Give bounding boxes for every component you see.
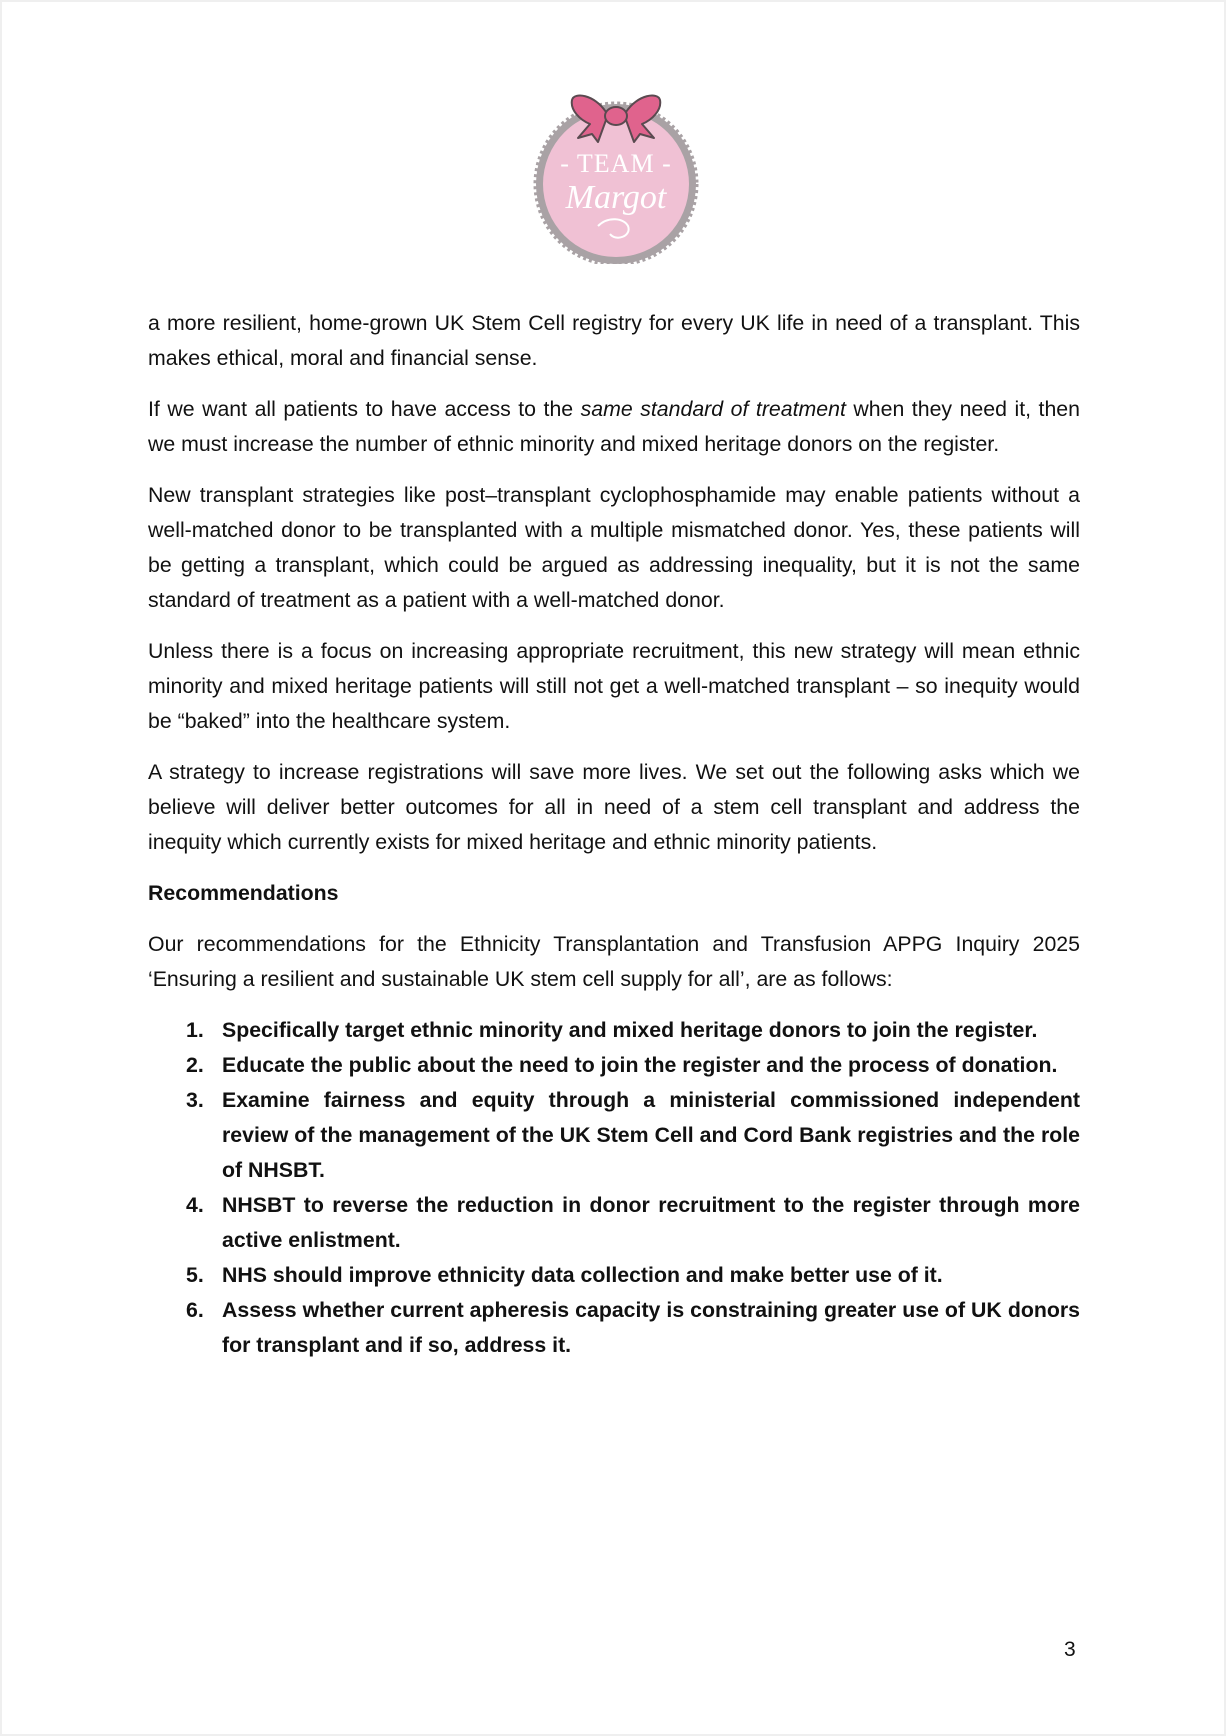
recommendation-item <box>148 1188 1080 1258</box>
text-span: If we want all patients to have access to the <box>148 397 581 421</box>
paragraph-intro: a more resilient, home-grown UK Stem Cell registry for every UK life in need of a transplant. This makes ethical, moral and financial sense. <box>148 311 1080 370</box>
list-number: 1. <box>186 1018 204 1042</box>
text-span: when they need it, then we must increase the number of ethnic minority and mixed heritage donors on the register. <box>148 397 1080 456</box>
recommendation-item <box>148 1293 1080 1363</box>
list-number: 6. <box>186 1298 204 1322</box>
recommendation-item <box>148 1258 1080 1293</box>
recommendation-text: Specifically target ethnic minority and mixed heritage donors to join the register. <box>222 1018 1038 1042</box>
list-number: 4. <box>186 1193 204 1217</box>
logo-text-margot: Margot <box>565 179 667 216</box>
section-heading-recommendations: Recommendations <box>148 881 339 905</box>
document-page <box>2 2 1224 1734</box>
recommendation-text: Assess whether current apheresis capacity is constraining greater use of UK donors for transplant and if so, address it. <box>222 1298 1080 1357</box>
paragraph-strategy-asks: A strategy to increase registrations will save more lives. We set out the following asks which we believe will deliver better outcomes for all in need of a stem cell transplant and address the inequity which currently exists for mixed heritage and ethnic minority patients. <box>148 760 1080 854</box>
recommendation-item <box>148 1013 1080 1048</box>
bow-badge-icon <box>528 86 704 264</box>
recommendation-text: Examine fairness and equity through a ministerial commissioned independent review of the management of the UK Stem Cell and Cord Bank registries and the role of NHSBT. <box>222 1088 1080 1182</box>
paragraph-new-strategies: New transplant strategies like post–transplant cyclophosphamide may enable patients without a well-matched donor to be transplanted with a multiple mismatched donor. Yes, these patients will be getting a transplant, which could be argued as addressing inequality, but it is not the same standard of treatment as a patient with a well-matched donor. <box>148 483 1080 612</box>
team-margot-logo <box>528 86 704 264</box>
logo-text-team: - TEAM - <box>560 149 672 178</box>
recommendation-item <box>148 1048 1080 1083</box>
list-number: 2. <box>186 1053 204 1077</box>
recommendation-text: NHS should improve ethnicity data collection and make better use of it. <box>222 1263 943 1287</box>
recommendation-text: Educate the public about the need to join the register and the process of donation. <box>222 1053 1058 1077</box>
page-number: 3 <box>1064 1638 1076 1661</box>
list-number: 3. <box>186 1088 204 1112</box>
paragraph-same-standard <box>148 392 1080 462</box>
recommendation-item <box>148 1083 1080 1188</box>
recommendations-list <box>148 1013 1080 1363</box>
document-body <box>148 306 1080 1363</box>
emphasis-text: same standard of treatment <box>580 397 846 421</box>
paragraph-recommendations-intro: Our recommendations for the Ethnicity Transplantation and Transfusion APPG Inquiry 2025 ‘Ensuring a resilient and sustainable UK stem cell supply for all’, are as follows: <box>148 932 1080 991</box>
paragraph-recruitment-focus: Unless there is a focus on increasing appropriate recruitment, this new strategy will mean ethnic minority and mixed heritage patients will still not get a well-matched transplant – so inequity would be “baked” into the healthcare system. <box>148 639 1080 733</box>
recommendation-text: NHSBT to reverse the reduction in donor recruitment to the register through more active enlistment. <box>222 1193 1080 1252</box>
list-number: 5. <box>186 1263 204 1287</box>
